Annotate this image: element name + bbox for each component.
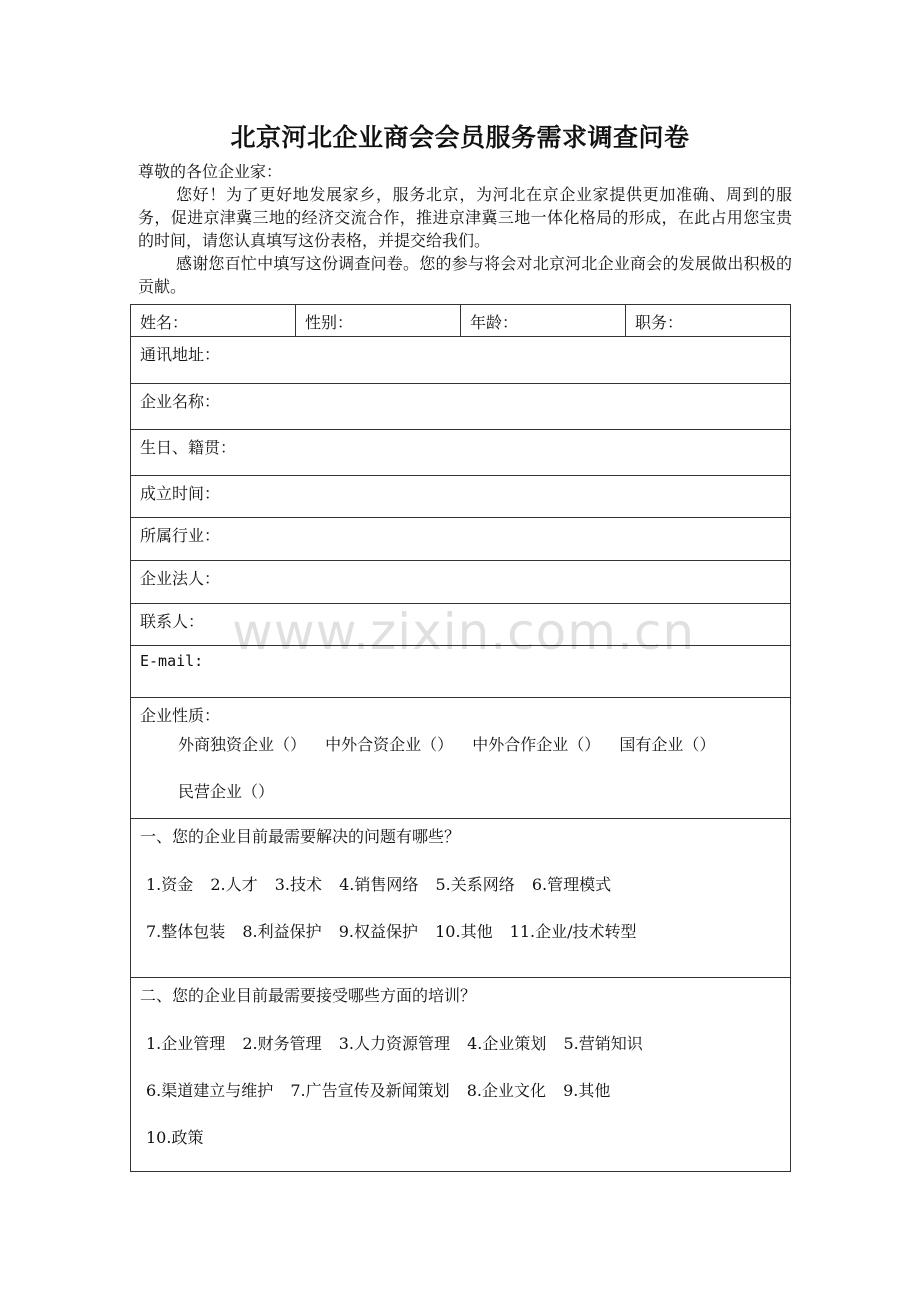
q1-option[interactable]: 11.企业/技术转型 [509,922,637,941]
email-field[interactable] [131,646,791,698]
name-label: 姓名： [140,313,189,332]
gender-label: 性别： [305,313,354,332]
q1-option[interactable]: 10.其他 [435,922,493,941]
q1-option[interactable]: 4.销售网络 [339,875,419,894]
legal-person-field[interactable] [131,561,791,604]
q1-option[interactable]: 1.资金 [146,875,194,894]
watermark: www.zixin.com.cn [232,603,696,661]
q1-option[interactable]: 6.管理模式 [531,875,612,894]
q1-option[interactable]: 9.权益保护 [338,922,419,941]
q1-option[interactable]: 8.利益保护 [242,922,322,941]
address-field[interactable] [131,337,791,384]
q2-option[interactable]: 6.渠道建立与维护 [146,1081,274,1100]
gender-field[interactable] [296,305,461,337]
age-field[interactable] [461,305,626,337]
q2-option[interactable]: 4.企业策划 [467,1034,547,1053]
birth-origin-field[interactable] [131,430,791,476]
survey-form-table [130,304,791,1172]
intro-paragraph-1: 您好！为了更好地发展家乡，服务北京，为河北在京企业家提供更加准确、周到的服务，促进京津冀三地的经济交流合作，推进京津冀三地一体化格局的形成，在此占用您宝贵的时间，请您认真填写这份表格，并提交给我们。 [138,185,792,250]
q2-option[interactable]: 5.营销知识 [563,1034,643,1053]
option-foreign-owned[interactable]: 外商独资企业（） [178,735,307,754]
company-nature-label: 企业性质： [140,706,221,725]
question-1-options-line-2 [140,919,781,942]
company-field[interactable] [131,384,791,430]
q1-option[interactable]: 5.关系网络 [435,875,515,894]
option-state-owned[interactable]: 国有企业（） [619,735,716,754]
contact-label: 联系人： [140,612,205,631]
q2-option[interactable]: 8.企业文化 [466,1081,547,1100]
question-2-options-line-2 [140,1078,781,1101]
greeting: 尊敬的各位企业家： [138,162,283,181]
q1-option[interactable]: 7.整体包装 [146,922,226,941]
option-joint-venture[interactable]: 中外合资企业（） [325,735,454,754]
question-1-section [131,819,791,978]
question-2-options-line-1 [140,1031,781,1054]
intro-paragraph-2: 感谢您百忙中填写这份调查问卷。您的参与将会对北京河北企业商会的发展做出积极的贡献。 [138,254,792,296]
question-1-options-line-1 [140,872,781,895]
intro-section [138,160,792,298]
address-label: 通讯地址： [140,345,221,364]
age-label: 年龄： [470,313,519,332]
q2-option[interactable]: 3.人力资源管理 [338,1034,451,1053]
question-2-text: 二、您的企业目前最需要接受哪些方面的培训？ [140,986,477,1005]
question-2-options-line-3 [140,1125,781,1148]
email-label: E-mail: [140,652,204,670]
company-nature-section [131,698,791,819]
document-title: 北京河北企业商会会员服务需求调查问卷 [230,123,690,152]
company-label: 企业名称： [140,392,221,411]
option-private[interactable]: 民营企业（） [178,782,275,801]
founded-label: 成立时间： [140,484,221,503]
name-field[interactable] [131,305,296,337]
q2-option[interactable]: 9.其他 [563,1081,611,1100]
founded-field[interactable] [131,476,791,518]
question-1-text: 一、您的企业目前最需要解决的问题有哪些？ [140,827,461,846]
birth-origin-label: 生日、籍贯： [140,438,237,457]
legal-person-label: 企业法人： [140,569,221,588]
industry-label: 所属行业： [140,526,221,545]
industry-field[interactable] [131,518,791,561]
company-nature-options-2 [140,779,781,802]
q2-option[interactable]: 10.政策 [146,1128,204,1147]
contact-field[interactable] [131,604,791,646]
question-2-section [131,978,791,1172]
basic-info-row [131,305,791,337]
option-cooperative[interactable]: 中外合作企业（） [472,735,601,754]
company-nature-options [140,732,781,755]
q1-option[interactable]: 3.技术 [274,875,323,894]
q1-option[interactable]: 2.人才 [210,875,258,894]
q2-option[interactable]: 7.广告宣传及新闻策划 [290,1081,450,1100]
position-field[interactable] [626,305,791,337]
q2-option[interactable]: 1.企业管理 [146,1034,226,1053]
q2-option[interactable]: 2.财务管理 [242,1034,322,1053]
position-label: 职务： [635,313,684,332]
